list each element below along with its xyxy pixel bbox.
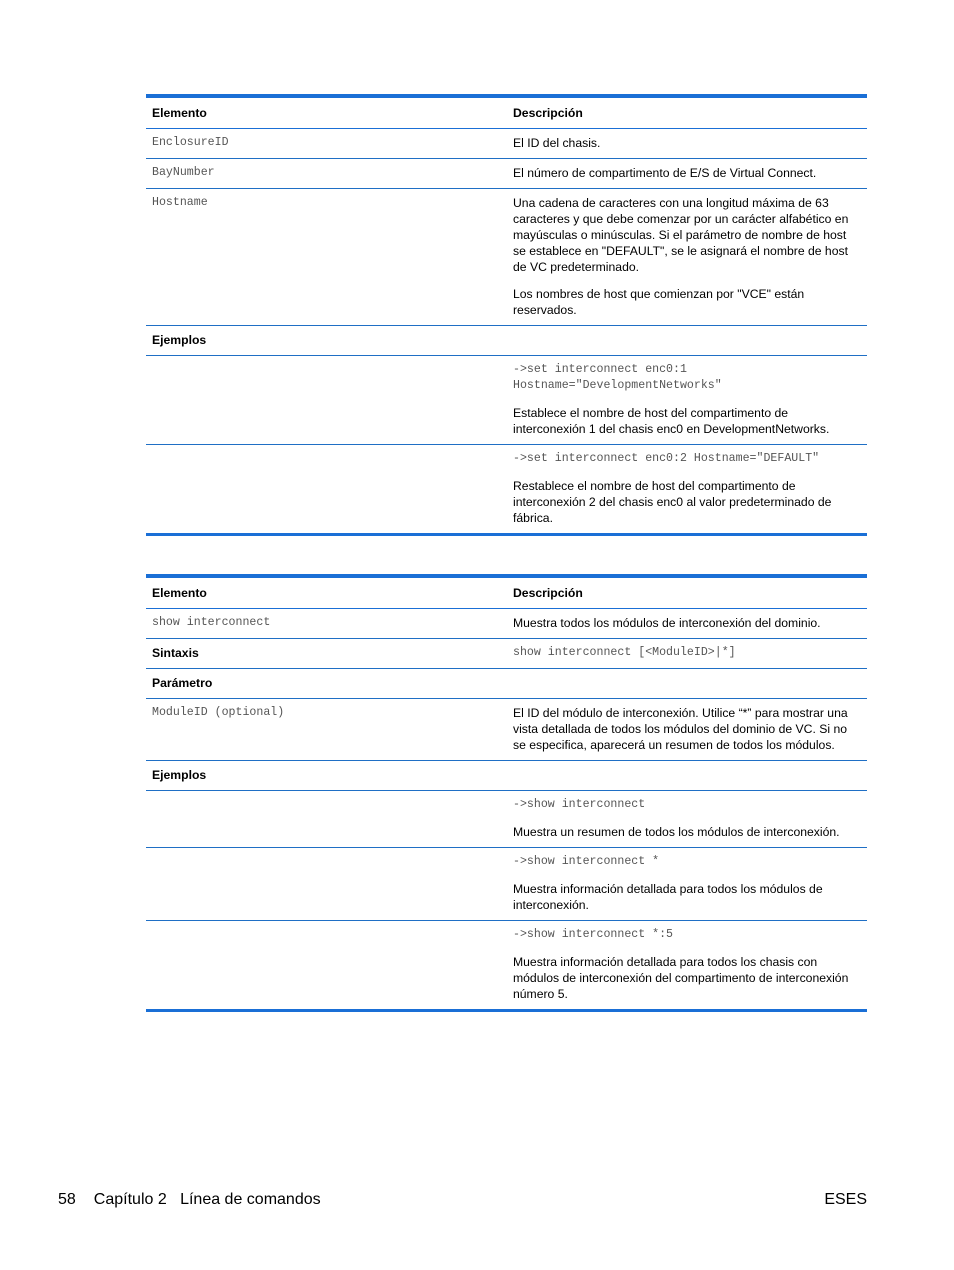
example-command: ->show interconnect *:5 bbox=[513, 928, 674, 941]
syntax-label: Sintaxis bbox=[146, 639, 507, 669]
example-row bbox=[146, 445, 867, 535]
example-description: Restablece el nombre de host del compartimento de interconexión 2 del chasis enc0 al valor predeterminado de fábrica. bbox=[513, 479, 832, 525]
param-description: El ID del chasis. bbox=[513, 136, 601, 150]
example-command: ->show interconnect * bbox=[513, 855, 660, 868]
hostname-parameters-table bbox=[146, 94, 867, 536]
example-row bbox=[146, 848, 867, 921]
footer-left bbox=[58, 1191, 321, 1209]
table-row bbox=[146, 699, 867, 761]
table-row bbox=[146, 159, 867, 189]
syntax-value: show interconnect [<ModuleID>|*] bbox=[507, 639, 867, 669]
header-description: Descripción bbox=[507, 96, 867, 129]
section-row bbox=[146, 326, 867, 356]
header-description: Descripción bbox=[507, 576, 867, 609]
command-description: Muestra todos los módulos de interconexión del dominio. bbox=[507, 609, 867, 639]
param-description: Una cadena de caracteres con una longitud máxima de 63 caracteres y que debe comenzar por un carácter alfabético en mayúsculas o minúsculas. Si el parámetro de nombre de host se establece en "DEFAULT", se le asignará el nombre de host de VC predeterminado. bbox=[513, 196, 849, 274]
locale-code: ESES bbox=[824, 1191, 867, 1208]
page-number: 58 bbox=[58, 1191, 76, 1208]
param-description: El número de compartimento de E/S de Virtual Connect. bbox=[513, 166, 817, 180]
param-hostname: Hostname bbox=[146, 189, 507, 326]
example-row bbox=[146, 921, 867, 1011]
table-row bbox=[146, 129, 867, 159]
parameter-label: Parámetro bbox=[146, 669, 507, 699]
table-header-row bbox=[146, 96, 867, 129]
example-description: Muestra un resumen de todos los módulos de interconexión. bbox=[513, 825, 840, 839]
header-element: Elemento bbox=[146, 96, 507, 129]
example-row bbox=[146, 791, 867, 848]
header-element: Elemento bbox=[146, 576, 507, 609]
example-command: ->set interconnect enc0:1 Hostname="DevelopmentNetworks" bbox=[513, 363, 722, 392]
table-row bbox=[146, 609, 867, 639]
chapter-title: Capítulo 2 Línea de comandos bbox=[93, 1191, 321, 1208]
table-header-row bbox=[146, 576, 867, 609]
param-baynumber: BayNumber bbox=[146, 159, 507, 189]
table-row bbox=[146, 189, 867, 326]
example-description: Muestra información detallada para todos los módulos de interconexión. bbox=[513, 882, 823, 912]
examples-label: Ejemplos bbox=[146, 326, 507, 356]
param-moduleid: ModuleID (optional) bbox=[146, 699, 507, 761]
show-interconnect-table bbox=[146, 574, 867, 1012]
param-enclosureid: EnclosureID bbox=[146, 129, 507, 159]
example-description: Muestra información detallada para todos los chasis con módulos de interconexión del compartimento de interconexión número 5. bbox=[513, 955, 849, 1001]
section-row bbox=[146, 761, 867, 791]
section-row bbox=[146, 669, 867, 699]
example-command: ->set interconnect enc0:2 Hostname="DEFAULT" bbox=[513, 452, 820, 465]
table-row bbox=[146, 639, 867, 669]
example-description: Establece el nombre de host del compartimento de interconexión 1 del chasis enc0 en DevelopmentNetworks. bbox=[513, 406, 830, 436]
example-command: ->show interconnect bbox=[513, 798, 646, 811]
param-description-note: Los nombres de host que comienzan por "VCE" están reservados. bbox=[513, 287, 805, 317]
example-row bbox=[146, 356, 867, 445]
examples-label: Ejemplos bbox=[146, 761, 507, 791]
param-description: El ID del módulo de interconexión. Utilice “*” para mostrar una vista detallada de todos los módulos del dominio de VC. Si no se especifica, aparecerá un resumen de todos los módulos. bbox=[507, 699, 867, 761]
command-name: show interconnect bbox=[146, 609, 507, 639]
